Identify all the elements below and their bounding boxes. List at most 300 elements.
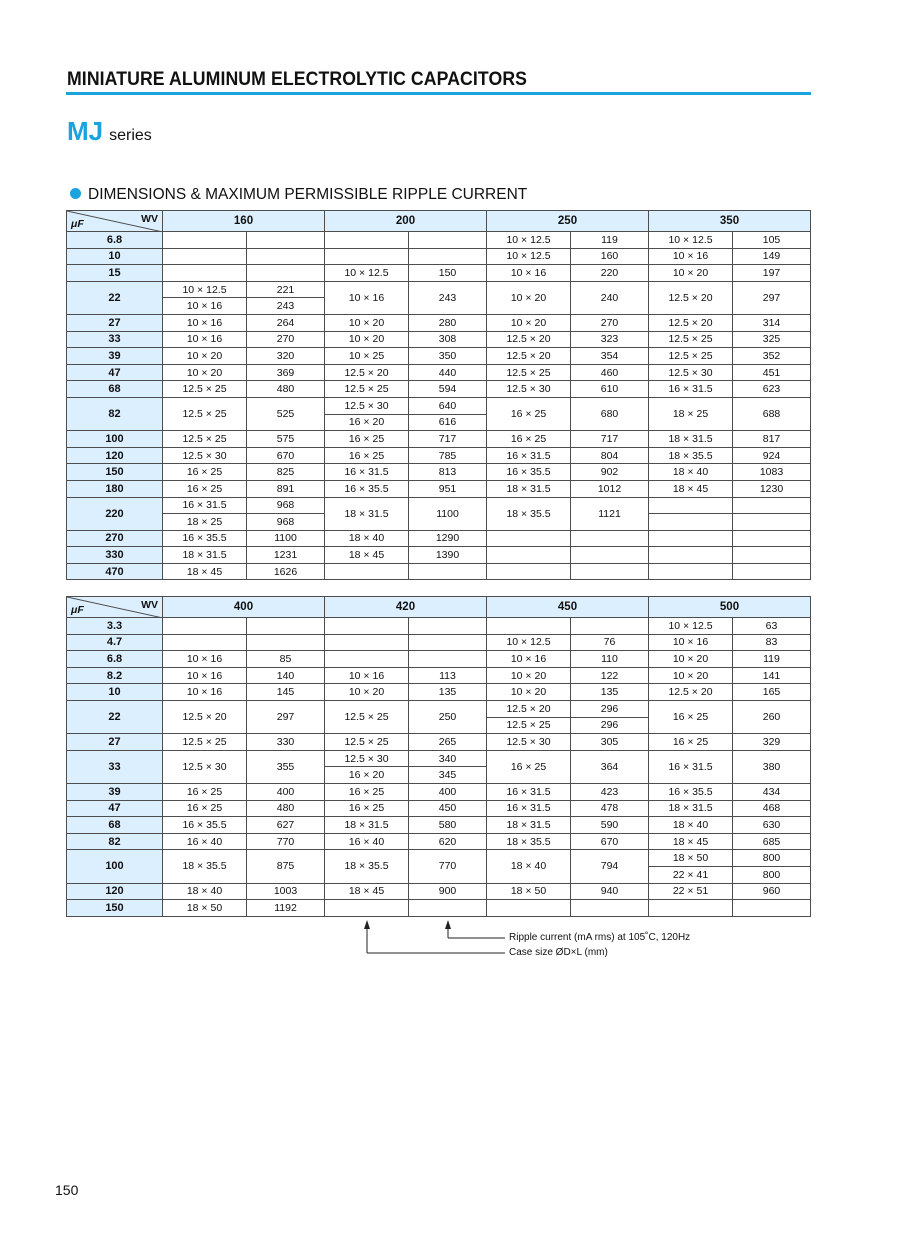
ripple-current-cell: 1083 xyxy=(733,464,811,481)
table-row xyxy=(67,265,811,282)
ripple-current-cell: 76 xyxy=(571,634,649,651)
ripple-current-cell: 630 xyxy=(733,817,811,834)
ripple-current-cell: 960 xyxy=(733,883,811,900)
ripple-current-cell xyxy=(733,530,811,547)
capacitance-cell: 470 xyxy=(67,563,163,580)
ripple-current-cell: 1230 xyxy=(733,480,811,497)
ripple-current-cell: 480 xyxy=(247,800,325,817)
case-size-cell: 10 × 16 xyxy=(649,248,733,265)
case-size-cell xyxy=(649,547,733,564)
case-size-cell xyxy=(163,232,247,249)
ripple-current-cell: 800 xyxy=(733,866,811,883)
capacitance-cell: 150 xyxy=(67,464,163,481)
case-size-cell: 18 × 25 xyxy=(163,514,247,531)
legend-case: Case size ØD×L (mm) xyxy=(509,947,608,958)
case-size-cell xyxy=(163,265,247,282)
table-row xyxy=(67,883,811,900)
case-size-cell: 10 × 16 xyxy=(487,265,571,282)
ripple-current-cell: 1626 xyxy=(247,563,325,580)
case-size-cell: 12.5 × 20 xyxy=(649,684,733,701)
ripple-current-cell xyxy=(571,530,649,547)
ripple-current-cell: 150 xyxy=(409,265,487,282)
case-size-cell xyxy=(163,248,247,265)
ripple-current-cell: 580 xyxy=(409,817,487,834)
capacitance-cell: 27 xyxy=(67,314,163,331)
case-size-cell: 10 × 16 xyxy=(163,314,247,331)
case-size-cell: 12.5 × 25 xyxy=(163,381,247,398)
ripple-current-cell xyxy=(247,634,325,651)
ripple-current-cell: 325 xyxy=(733,331,811,348)
ripple-current-cell: 434 xyxy=(733,783,811,800)
ripple-arrow-icon xyxy=(445,920,451,929)
corner-cell xyxy=(67,597,163,618)
case-size-cell: 10 × 20 xyxy=(487,281,571,314)
table-row xyxy=(67,700,811,717)
corner-uf-label: μF xyxy=(71,218,84,230)
case-size-cell: 10 × 20 xyxy=(649,667,733,684)
ripple-current-cell: 891 xyxy=(247,480,325,497)
ripple-current-cell xyxy=(733,563,811,580)
case-size-cell: 18 × 25 xyxy=(649,397,733,430)
ripple-current-cell: 1012 xyxy=(571,480,649,497)
case-size-cell: 12.5 × 20 xyxy=(325,364,409,381)
case-size-cell: 16 × 35.5 xyxy=(163,817,247,834)
case-size-cell: 18 × 31.5 xyxy=(325,817,409,834)
corner-wv-label: WV xyxy=(141,599,158,611)
ripple-current-cell: 1100 xyxy=(247,530,325,547)
case-size-cell: 12.5 × 20 xyxy=(487,700,571,717)
ripple-current-cell xyxy=(571,900,649,917)
case-size-cell: 16 × 35.5 xyxy=(325,480,409,497)
table-row xyxy=(67,431,811,448)
voltage-header: 250 xyxy=(487,211,649,232)
capacitance-cell: 27 xyxy=(67,734,163,751)
case-size-cell: 18 × 35.5 xyxy=(487,833,571,850)
case-size-cell: 16 × 31.5 xyxy=(649,381,733,398)
capacitance-cell: 68 xyxy=(67,817,163,834)
capacitance-cell: 6.8 xyxy=(67,232,163,249)
capacitance-cell: 39 xyxy=(67,348,163,365)
case-size-cell: 10 × 20 xyxy=(325,314,409,331)
section-heading xyxy=(70,186,527,204)
case-size-cell: 10 × 20 xyxy=(163,348,247,365)
case-size-cell: 12.5 × 25 xyxy=(325,734,409,751)
case-size-cell: 12.5 × 25 xyxy=(163,431,247,448)
ripple-current-cell xyxy=(247,618,325,635)
corner-wv-label: WV xyxy=(141,213,158,225)
case-size-cell xyxy=(325,248,409,265)
table-row xyxy=(67,833,811,850)
ripple-current-cell: 460 xyxy=(571,364,649,381)
ripple-current-cell: 297 xyxy=(733,281,811,314)
case-size-cell xyxy=(649,497,733,514)
case-size-cell: 18 × 40 xyxy=(163,883,247,900)
case-size-cell: 18 × 31.5 xyxy=(487,480,571,497)
section-title: DIMENSIONS & MAXIMUM PERMISSIBLE RIPPLE CURRENT xyxy=(88,186,528,203)
ripple-current-cell: 680 xyxy=(571,397,649,430)
table-row xyxy=(67,232,811,249)
capacitance-cell: 10 xyxy=(67,684,163,701)
voltage-header: 160 xyxy=(163,211,325,232)
ripple-current-cell: 940 xyxy=(571,883,649,900)
case-size-cell: 18 × 31.5 xyxy=(163,547,247,564)
table-row xyxy=(67,750,811,767)
capacitance-cell: 33 xyxy=(67,331,163,348)
case-size-cell xyxy=(325,634,409,651)
ripple-current-cell: 221 xyxy=(247,281,325,298)
case-size-cell: 16 × 25 xyxy=(649,734,733,751)
ripple-current-cell: 817 xyxy=(733,431,811,448)
table-row xyxy=(67,547,811,564)
case-size-cell: 16 × 25 xyxy=(163,480,247,497)
ripple-current-cell: 354 xyxy=(571,348,649,365)
capacitance-cell: 22 xyxy=(67,281,163,314)
title-rule xyxy=(66,92,811,95)
table-row xyxy=(67,480,811,497)
ripple-current-cell: 364 xyxy=(571,750,649,783)
series-code: MJ xyxy=(67,116,104,146)
case-size-cell: 10 × 12.5 xyxy=(325,265,409,282)
table-row xyxy=(67,530,811,547)
ripple-current-cell: 320 xyxy=(247,348,325,365)
ripple-current-cell: 620 xyxy=(409,833,487,850)
case-size-cell xyxy=(325,618,409,635)
ripple-current-cell: 440 xyxy=(409,364,487,381)
legend-ripple: Ripple current (mA rms) at 105˚C, 120Hz xyxy=(509,932,691,943)
corner-uf-label: μF xyxy=(71,604,84,616)
capacitance-cell: 150 xyxy=(67,900,163,917)
case-size-cell xyxy=(487,530,571,547)
ripple-current-cell: 770 xyxy=(247,833,325,850)
case-size-cell: 12.5 × 20 xyxy=(487,348,571,365)
ripple-current-cell: 145 xyxy=(247,684,325,701)
ripple-current-cell: 165 xyxy=(733,684,811,701)
case-size-cell: 18 × 50 xyxy=(649,850,733,867)
spec-table-400-500v xyxy=(66,596,811,917)
case-size-cell: 16 × 25 xyxy=(325,783,409,800)
case-size-cell: 16 × 31.5 xyxy=(487,800,571,817)
ripple-current-cell: 105 xyxy=(733,232,811,249)
ripple-current-cell: 924 xyxy=(733,447,811,464)
ripple-current-cell: 308 xyxy=(409,331,487,348)
case-size-cell xyxy=(163,618,247,635)
ripple-current-cell: 451 xyxy=(733,364,811,381)
ripple-current-cell: 670 xyxy=(247,447,325,464)
case-size-cell: 12.5 × 25 xyxy=(649,348,733,365)
case-size-cell: 10 × 16 xyxy=(487,651,571,668)
ripple-current-cell xyxy=(409,232,487,249)
case-size-cell: 16 × 40 xyxy=(325,833,409,850)
case-size-cell: 12.5 × 30 xyxy=(487,381,571,398)
case-size-cell: 10 × 16 xyxy=(163,331,247,348)
ripple-current-cell xyxy=(733,547,811,564)
bullet-icon xyxy=(70,188,81,199)
case-size-cell: 16 × 35.5 xyxy=(487,464,571,481)
case-size-cell: 10 × 20 xyxy=(649,651,733,668)
spec-table-160-350v xyxy=(66,210,811,580)
case-size-cell: 12.5 × 25 xyxy=(325,700,409,733)
ripple-current-cell: 794 xyxy=(571,850,649,883)
table-row xyxy=(67,783,811,800)
capacitance-cell: 270 xyxy=(67,530,163,547)
case-size-cell xyxy=(487,547,571,564)
case-size-cell: 12.5 × 30 xyxy=(163,447,247,464)
voltage-header: 420 xyxy=(325,597,487,618)
voltage-header: 350 xyxy=(649,211,811,232)
case-size-cell: 12.5 × 30 xyxy=(163,750,247,783)
case-size-cell: 12.5 × 20 xyxy=(487,331,571,348)
voltage-header: 500 xyxy=(649,597,811,618)
ripple-current-cell: 345 xyxy=(409,767,487,784)
case-size-cell: 12.5 × 20 xyxy=(163,700,247,733)
series-word: series xyxy=(109,127,152,144)
ripple-current-cell: 1290 xyxy=(409,530,487,547)
case-size-cell: 16 × 35.5 xyxy=(649,783,733,800)
ripple-current-cell: 85 xyxy=(247,651,325,668)
capacitance-cell: 15 xyxy=(67,265,163,282)
table-row xyxy=(67,381,811,398)
capacitance-cell: 3.3 xyxy=(67,618,163,635)
ripple-current-cell xyxy=(247,232,325,249)
capacitance-cell: 100 xyxy=(67,431,163,448)
case-size-cell: 18 × 45 xyxy=(325,883,409,900)
case-size-cell: 22 × 51 xyxy=(649,883,733,900)
case-size-cell xyxy=(325,563,409,580)
ripple-current-cell: 717 xyxy=(409,431,487,448)
ripple-current-cell: 330 xyxy=(247,734,325,751)
ripple-current-cell: 450 xyxy=(409,800,487,817)
ripple-current-cell: 627 xyxy=(247,817,325,834)
case-size-cell: 10 × 16 xyxy=(163,684,247,701)
ripple-current-cell: 296 xyxy=(571,717,649,734)
ripple-current-cell xyxy=(571,618,649,635)
ripple-current-cell: 400 xyxy=(247,783,325,800)
ripple-current-cell: 141 xyxy=(733,667,811,684)
table-row xyxy=(67,800,811,817)
ripple-current-cell: 616 xyxy=(409,414,487,431)
ripple-current-cell: 685 xyxy=(733,833,811,850)
page-number: 150 xyxy=(55,1182,79,1198)
ripple-current-cell: 1100 xyxy=(409,497,487,530)
ripple-current-cell xyxy=(247,248,325,265)
ripple-current-cell: 314 xyxy=(733,314,811,331)
ripple-current-cell: 270 xyxy=(571,314,649,331)
table-row xyxy=(67,314,811,331)
case-size-cell: 10 × 20 xyxy=(325,684,409,701)
case-size-cell xyxy=(487,900,571,917)
ripple-current-cell: 770 xyxy=(409,850,487,883)
case-size-cell: 12.5 × 25 xyxy=(325,381,409,398)
case-size-cell: 16 × 31.5 xyxy=(163,497,247,514)
ripple-current-cell xyxy=(409,618,487,635)
case-size-cell: 16 × 31.5 xyxy=(487,783,571,800)
case-size-cell: 10 × 12.5 xyxy=(487,634,571,651)
ripple-current-cell xyxy=(409,634,487,651)
ripple-current-cell: 468 xyxy=(733,800,811,817)
ripple-current-cell: 323 xyxy=(571,331,649,348)
ripple-current-cell: 1231 xyxy=(247,547,325,564)
case-size-cell: 16 × 25 xyxy=(649,700,733,733)
table-row xyxy=(67,667,811,684)
table-row xyxy=(67,364,811,381)
case-size-cell xyxy=(487,618,571,635)
ripple-current-cell xyxy=(733,900,811,917)
ripple-current-cell: 243 xyxy=(247,298,325,315)
case-size-cell: 10 × 20 xyxy=(649,265,733,282)
case-size-cell: 16 × 25 xyxy=(163,783,247,800)
case-size-cell: 18 × 45 xyxy=(649,480,733,497)
ripple-current-cell xyxy=(409,248,487,265)
table-row xyxy=(67,651,811,668)
ripple-current-cell: 280 xyxy=(409,314,487,331)
case-size-cell: 12.5 × 30 xyxy=(649,364,733,381)
case-size-cell: 16 × 31.5 xyxy=(649,750,733,783)
case-size-cell: 16 × 25 xyxy=(325,800,409,817)
ripple-current-cell: 260 xyxy=(733,700,811,733)
case-size-cell: 12.5 × 25 xyxy=(487,364,571,381)
capacitance-cell: 120 xyxy=(67,447,163,464)
case-size-cell: 18 × 40 xyxy=(649,817,733,834)
ripple-current-cell xyxy=(571,547,649,564)
case-size-cell: 16 × 25 xyxy=(325,447,409,464)
ripple-current-cell xyxy=(733,497,811,514)
ripple-current-cell: 594 xyxy=(409,381,487,398)
case-size-cell: 10 × 20 xyxy=(163,364,247,381)
case-size-cell: 18 × 35.5 xyxy=(325,850,409,883)
capacitance-cell: 6.8 xyxy=(67,651,163,668)
case-size-cell: 16 × 20 xyxy=(325,767,409,784)
ripple-current-cell: 119 xyxy=(733,651,811,668)
case-size-cell: 18 × 31.5 xyxy=(487,817,571,834)
ripple-current-cell: 1121 xyxy=(571,497,649,530)
ripple-current-cell: 640 xyxy=(409,397,487,414)
capacitance-cell: 180 xyxy=(67,480,163,497)
ripple-current-cell: 140 xyxy=(247,667,325,684)
case-size-cell: 12.5 × 20 xyxy=(649,281,733,314)
case-size-cell: 12.5 × 30 xyxy=(487,734,571,751)
capacitance-cell: 47 xyxy=(67,364,163,381)
capacitance-cell: 120 xyxy=(67,883,163,900)
ripple-current-cell xyxy=(733,514,811,531)
ripple-current-cell: 63 xyxy=(733,618,811,635)
ripple-current-cell xyxy=(409,651,487,668)
case-size-cell: 10 × 20 xyxy=(487,684,571,701)
ripple-current-cell: 423 xyxy=(571,783,649,800)
table-row xyxy=(67,563,811,580)
table-row xyxy=(67,348,811,365)
ripple-current-cell: 113 xyxy=(409,667,487,684)
ripple-current-cell: 350 xyxy=(409,348,487,365)
page-title: MINIATURE ALUMINUM ELECTROLYTIC CAPACITORS xyxy=(67,69,528,90)
ripple-current-cell: 264 xyxy=(247,314,325,331)
ripple-current-cell: 623 xyxy=(733,381,811,398)
table-row xyxy=(67,817,811,834)
case-size-cell: 12.5 × 25 xyxy=(649,331,733,348)
case-size-cell: 18 × 45 xyxy=(649,833,733,850)
case-size-cell: 16 × 35.5 xyxy=(163,530,247,547)
case-arrow-icon xyxy=(364,920,370,929)
capacitance-cell: 100 xyxy=(67,850,163,883)
case-size-cell: 10 × 16 xyxy=(325,667,409,684)
case-size-cell: 18 × 31.5 xyxy=(649,431,733,448)
ripple-current-cell: 525 xyxy=(247,397,325,430)
case-size-cell: 16 × 31.5 xyxy=(325,464,409,481)
ripple-current-cell: 135 xyxy=(571,684,649,701)
case-size-cell xyxy=(325,651,409,668)
case-size-cell: 16 × 25 xyxy=(487,431,571,448)
case-size-cell: 18 × 31.5 xyxy=(649,800,733,817)
case-size-cell: 12.5 × 30 xyxy=(325,750,409,767)
case-size-cell xyxy=(649,900,733,917)
ripple-current-cell: 243 xyxy=(409,281,487,314)
ripple-current-cell: 305 xyxy=(571,734,649,751)
ripple-current-cell: 804 xyxy=(571,447,649,464)
voltage-header: 400 xyxy=(163,597,325,618)
case-size-cell: 12.5 × 25 xyxy=(163,397,247,430)
ripple-current-cell: 800 xyxy=(733,850,811,867)
ripple-current-cell: 340 xyxy=(409,750,487,767)
case-size-cell: 12.5 × 25 xyxy=(163,734,247,751)
ripple-current-cell: 478 xyxy=(571,800,649,817)
case-size-cell: 16 × 31.5 xyxy=(487,447,571,464)
case-size-cell: 10 × 20 xyxy=(487,314,571,331)
case-size-cell: 18 × 35.5 xyxy=(163,850,247,883)
case-size-cell: 10 × 20 xyxy=(325,331,409,348)
case-size-cell: 12.5 × 25 xyxy=(487,717,571,734)
case-size-cell: 10 × 12.5 xyxy=(163,281,247,298)
case-size-cell: 16 × 25 xyxy=(487,397,571,430)
ripple-current-cell xyxy=(409,563,487,580)
case-size-cell: 18 × 35.5 xyxy=(649,447,733,464)
case-size-cell: 16 × 25 xyxy=(487,750,571,783)
capacitance-cell: 82 xyxy=(67,833,163,850)
ripple-current-cell: 480 xyxy=(247,381,325,398)
ripple-current-cell: 951 xyxy=(409,480,487,497)
case-size-cell: 18 × 40 xyxy=(649,464,733,481)
capacitance-cell: 68 xyxy=(67,381,163,398)
case-size-cell: 18 × 40 xyxy=(325,530,409,547)
case-size-cell xyxy=(649,514,733,531)
ripple-current-cell: 902 xyxy=(571,464,649,481)
ripple-current-cell: 785 xyxy=(409,447,487,464)
table-row xyxy=(67,281,811,298)
ripple-current-cell: 825 xyxy=(247,464,325,481)
voltage-header: 450 xyxy=(487,597,649,618)
corner-cell xyxy=(67,211,163,232)
ripple-current-cell: 110 xyxy=(571,651,649,668)
table-row xyxy=(67,397,811,414)
case-size-cell: 10 × 16 xyxy=(163,298,247,315)
ripple-current-cell: 590 xyxy=(571,817,649,834)
ripple-current-cell: 296 xyxy=(571,700,649,717)
ripple-current-cell: 968 xyxy=(247,497,325,514)
ripple-current-cell: 83 xyxy=(733,634,811,651)
case-size-cell: 18 × 31.5 xyxy=(325,497,409,530)
table-row xyxy=(67,850,811,867)
table-row xyxy=(67,331,811,348)
capacitance-cell: 330 xyxy=(67,547,163,564)
ripple-current-cell: 355 xyxy=(247,750,325,783)
case-size-cell: 16 × 20 xyxy=(325,414,409,431)
ripple-current-cell: 250 xyxy=(409,700,487,733)
table-row xyxy=(67,464,811,481)
ripple-current-cell xyxy=(247,265,325,282)
case-size-cell: 18 × 50 xyxy=(163,900,247,917)
ripple-current-cell: 149 xyxy=(733,248,811,265)
case-size-cell: 16 × 25 xyxy=(325,431,409,448)
case-size-cell xyxy=(325,900,409,917)
ripple-current-cell: 813 xyxy=(409,464,487,481)
